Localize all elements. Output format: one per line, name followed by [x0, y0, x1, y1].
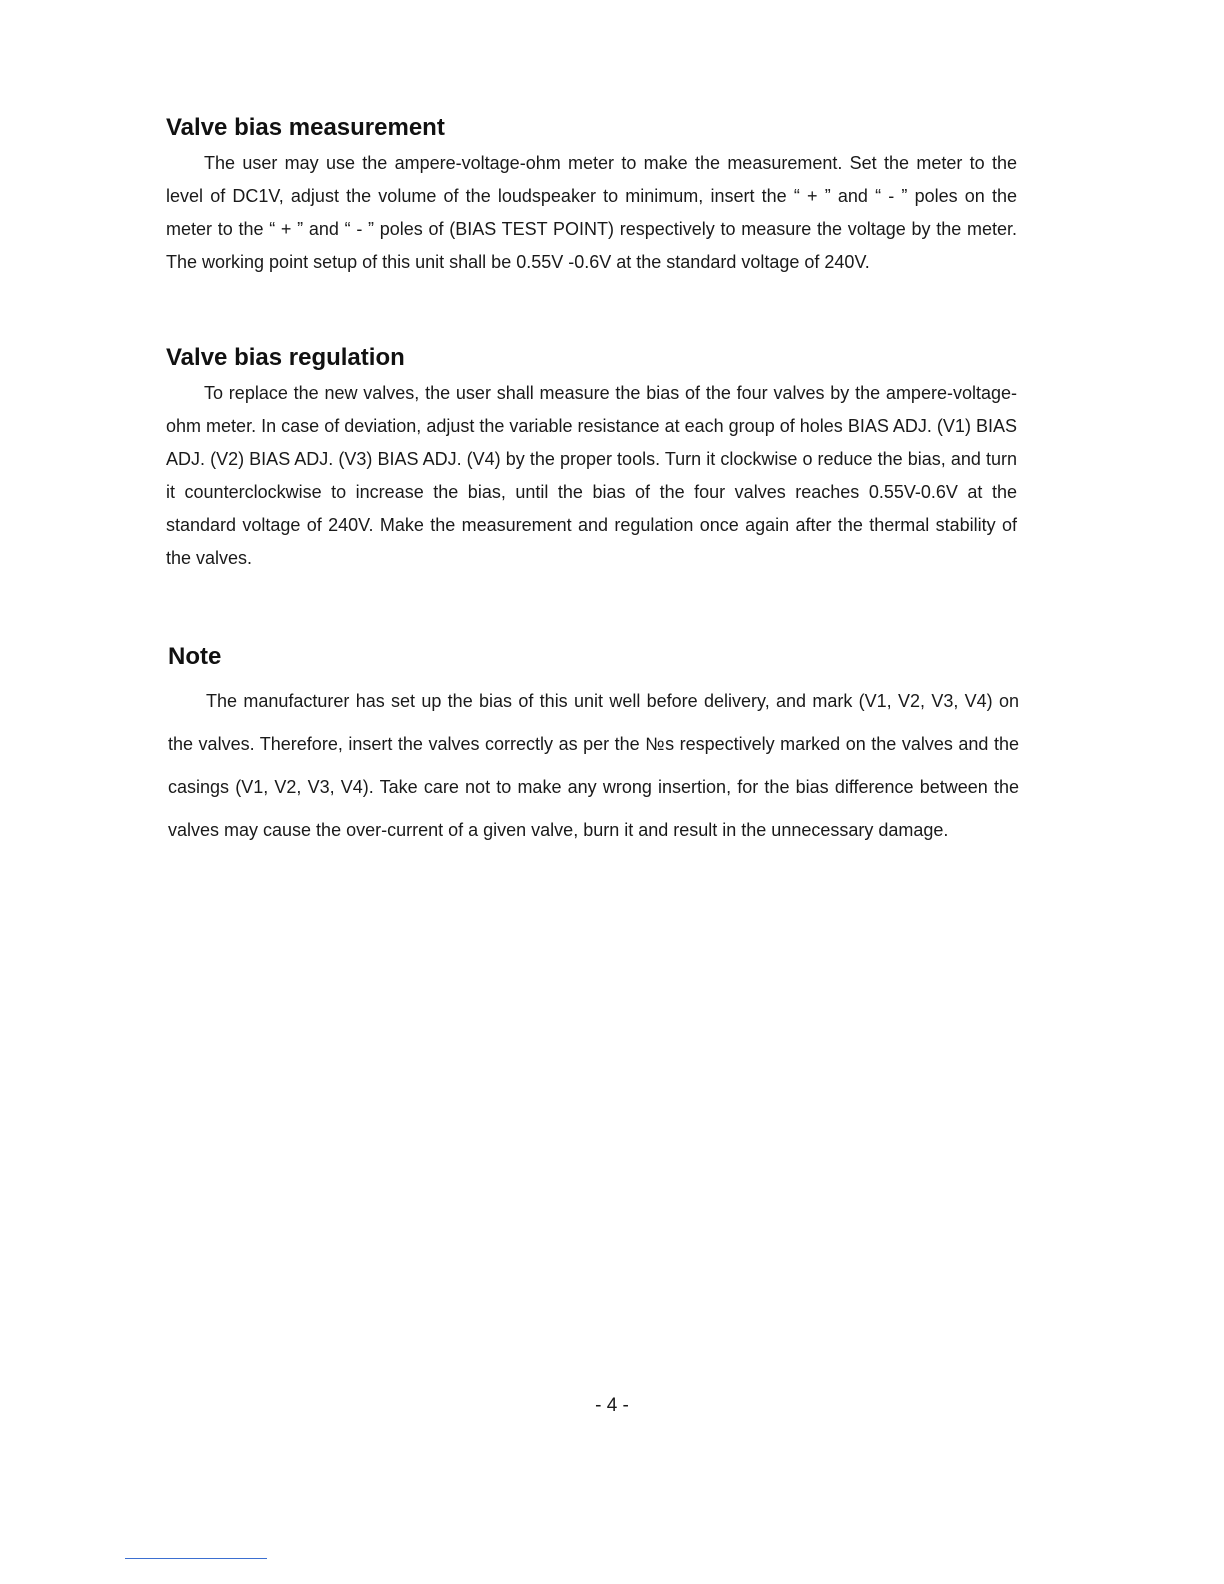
section-paragraph: To replace the new valves, the user shall measure the bias of the four valves by the ampere-voltage-ohm meter. In case of deviation, adjust the variable resistance at each group of holes BIAS ADJ. (V1) BIAS ADJ. (V2) BIAS ADJ. (V3) BIAS ADJ. (V4) by the proper tools. Turn it clockwise o reduce the bias, and turn it counterclockwise to increase the bias, until the bias of the four valves reaches 0.55V-0.6V at the standard voltage of 240V. Make the measurement and regulation once again after the thermal stability of the valves. [166, 383, 1017, 568]
section-valve-bias-measurement [166, 113, 1017, 279]
section-heading: Note [168, 643, 222, 670]
section-paragraph: The manufacturer has set up the bias of this unit well before delivery, and mark (V1, V2, V3, V4) on the valves. Therefore, insert the valves correctly as per the №s respectively marked on the valves and the casings (V1, V2, V3, V4). Take care not to make any wrong insertion, for the bias difference between the valves may cause the over-current of a given valve, burn it and result in the unnecessary damage. [168, 691, 1019, 840]
section-heading: Valve bias regulation [166, 344, 405, 371]
section-paragraph: The user may use the ampere-voltage-ohm meter to make the measurement. Set the meter to the level of DC1V, adjust the volume of the loudspeaker to minimum, insert the “ + ” and “ - ” poles on the meter to the “ + ” and “ - ” poles of (BIAS TEST POINT) respectively to measure the voltage by the meter. The working point setup of this unit shall be 0.55V -0.6V at the standard voltage of 240V. [166, 153, 1017, 272]
section-valve-bias-regulation [166, 343, 1017, 575]
page-number: - 4 - [595, 1395, 629, 1416]
section-note [168, 642, 1019, 852]
footer-divider [125, 1558, 267, 1559]
section-heading: Valve bias measurement [166, 114, 445, 141]
